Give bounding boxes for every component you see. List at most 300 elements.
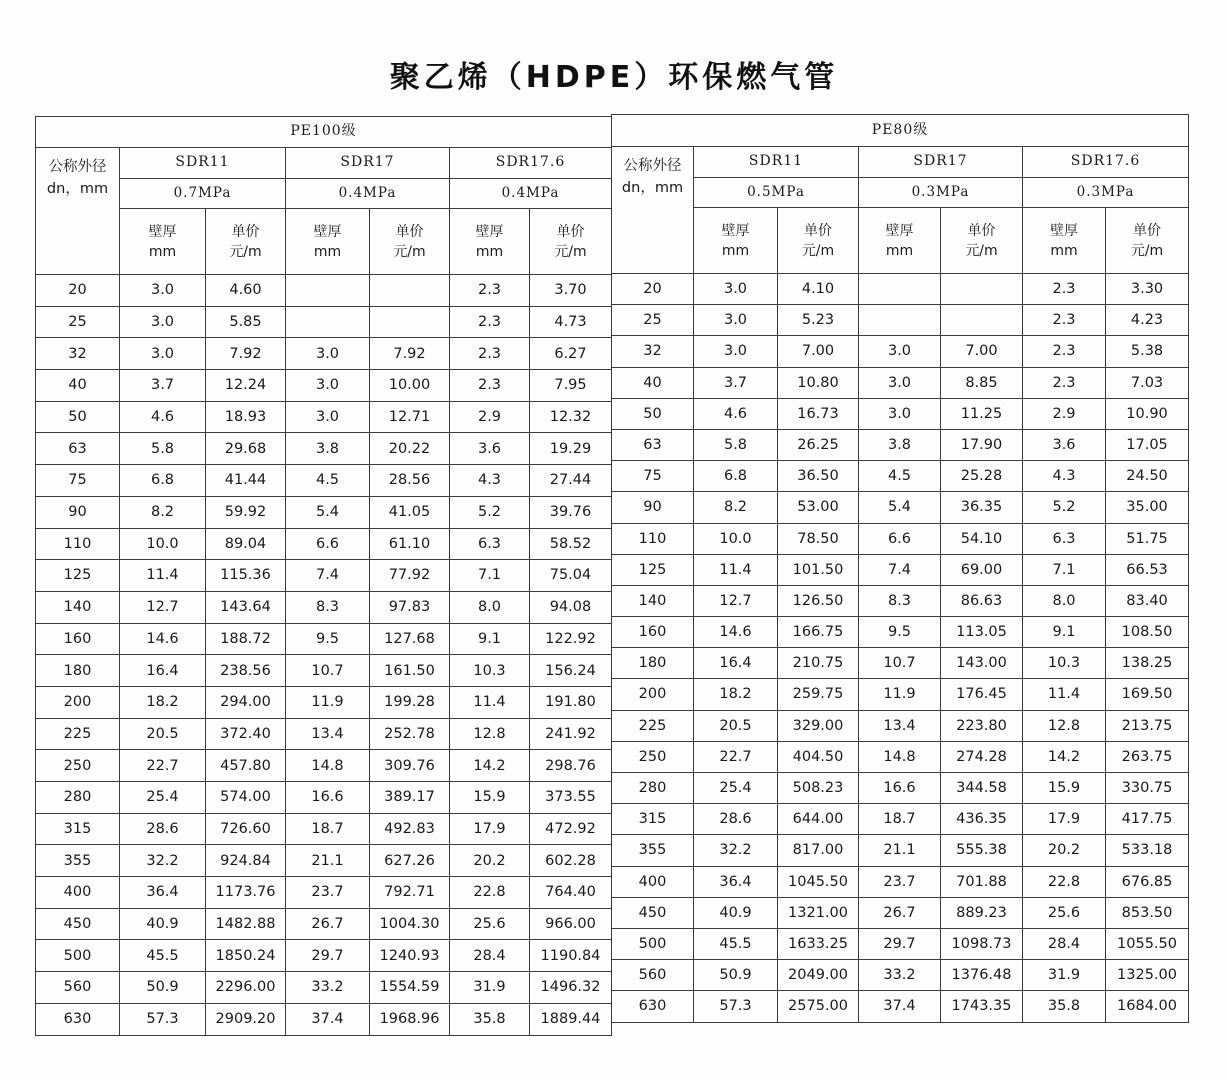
sdr11-wall-cell: 28.6 — [694, 804, 778, 835]
dn-cell: 315 — [612, 804, 694, 835]
dn-cell: 315 — [36, 813, 120, 845]
sdr17-6-wall-cell: 15.9 — [1023, 773, 1106, 804]
sdr11-wall-cell: 45.5 — [120, 940, 206, 972]
sdr11-price-cell: 89.04 — [206, 528, 286, 560]
sdr17-6-wall-cell: 11.4 — [450, 686, 530, 718]
sdr17-6-price-cell: 19.29 — [530, 433, 612, 465]
sdr17-price-cell: 8.85 — [941, 367, 1023, 398]
unit-price-header — [1106, 208, 1189, 274]
sdr17-price-cell: 69.00 — [941, 554, 1023, 585]
sdr17-6-price-cell: 10.90 — [1106, 398, 1189, 429]
table-row — [36, 465, 612, 497]
sdr11-price-cell: 2909.20 — [206, 1003, 286, 1035]
sdr17-6-price-cell: 6.27 — [530, 338, 612, 370]
grade-header: PE80级 — [612, 115, 1189, 147]
sdr17-price-cell: 97.83 — [370, 591, 450, 623]
sdr17-6-price-cell: 122.92 — [530, 623, 612, 655]
dn-header-line1: 公称外径 — [623, 158, 682, 174]
sdr11-wall-cell: 8.2 — [694, 492, 778, 523]
sdr-header: SDR11 — [120, 148, 286, 179]
sdr17-6-wall-cell: 25.6 — [1023, 897, 1106, 928]
sdr17-6-wall-cell: 2.3 — [450, 306, 530, 338]
pe80-price-table — [611, 114, 1189, 1023]
sdr17-wall-cell: 9.5 — [286, 623, 370, 655]
sdr17-wall-cell — [859, 305, 941, 336]
sdr17-price-cell: 1743.35 — [941, 991, 1023, 1022]
sdr17-price-cell: 7.00 — [941, 336, 1023, 367]
sdr11-price-cell: 29.68 — [206, 433, 286, 465]
sdr17-price-cell: 1098.73 — [941, 928, 1023, 959]
sdr17-wall-cell: 23.7 — [859, 866, 941, 897]
table-row — [36, 877, 612, 909]
sdr17-6-wall-cell: 7.1 — [1023, 554, 1106, 585]
sdr17-price-cell: 223.80 — [941, 710, 1023, 741]
sdr11-price-cell: 1173.76 — [206, 877, 286, 909]
sdr17-wall-cell: 33.2 — [859, 960, 941, 991]
sdr11-price-cell: 18.93 — [206, 401, 286, 433]
sdr11-wall-cell: 4.6 — [120, 401, 206, 433]
table-row — [612, 429, 1189, 460]
sdr17-6-price-cell: 764.40 — [530, 877, 612, 909]
sdr11-price-cell: 294.00 — [206, 686, 286, 718]
dn-cell: 560 — [36, 972, 120, 1004]
sdr17-price-cell: 792.71 — [370, 877, 450, 909]
dn-cell: 125 — [612, 554, 694, 585]
dn-cell: 560 — [612, 960, 694, 991]
table-row — [36, 813, 612, 845]
sdr17-wall-cell: 6.6 — [859, 523, 941, 554]
dn-cell: 110 — [36, 528, 120, 560]
sdr11-wall-cell: 5.8 — [694, 429, 778, 460]
table-row — [612, 336, 1189, 367]
sdr17-6-price-cell: 330.75 — [1106, 773, 1189, 804]
sdr17-wall-cell: 3.0 — [859, 367, 941, 398]
sdr-header: SDR17 — [286, 148, 450, 179]
dn-cell: 75 — [612, 461, 694, 492]
sdr17-6-wall-cell: 2.3 — [1023, 274, 1106, 305]
sdr11-price-cell: 210.75 — [778, 648, 859, 679]
table-row — [36, 338, 612, 370]
sdr17-price-cell: 77.92 — [370, 560, 450, 592]
sdr11-wall-cell: 45.5 — [694, 928, 778, 959]
sdr11-price-cell: 508.23 — [778, 773, 859, 804]
sdr17-price-cell: 389.17 — [370, 782, 450, 814]
sdr17-6-wall-cell: 4.3 — [450, 465, 530, 497]
sdr17-price-cell: 252.78 — [370, 718, 450, 750]
dn-cell: 225 — [36, 718, 120, 750]
unit-price-header — [778, 208, 859, 274]
sdr11-wall-cell: 16.4 — [694, 648, 778, 679]
sdr17-price-cell: 889.23 — [941, 897, 1023, 928]
sdr17-6-price-cell: 602.28 — [530, 845, 612, 877]
sdr11-price-cell: 59.92 — [206, 496, 286, 528]
wall-thickness-unit: mm — [313, 243, 342, 260]
sdr11-price-cell: 817.00 — [778, 835, 859, 866]
sdr17-wall-cell: 4.5 — [286, 465, 370, 497]
sdr17-wall-cell: 21.1 — [286, 845, 370, 877]
sdr17-6-wall-cell: 12.8 — [1023, 710, 1106, 741]
sdr11-price-cell: 126.50 — [778, 585, 859, 616]
sdr17-6-wall-cell: 3.6 — [1023, 429, 1106, 460]
dn-cell: 630 — [612, 991, 694, 1022]
dn-cell: 500 — [36, 940, 120, 972]
pressure-header: 0.3MPa — [859, 178, 1023, 208]
sdr17-6-price-cell: 263.75 — [1106, 741, 1189, 772]
wall-thickness-header — [120, 209, 206, 275]
table-row — [36, 560, 612, 592]
table-row — [612, 679, 1189, 710]
sdr17-price-cell: 492.83 — [370, 813, 450, 845]
sdr17-6-price-cell: 241.92 — [530, 718, 612, 750]
wall-thickness-label: 壁厚 — [721, 222, 750, 239]
sdr11-wall-cell: 32.2 — [120, 845, 206, 877]
sdr17-6-price-cell: 191.80 — [530, 686, 612, 718]
dn-cell: 40 — [612, 367, 694, 398]
sdr17-6-wall-cell: 12.8 — [450, 718, 530, 750]
sdr17-price-cell — [941, 305, 1023, 336]
sdr17-wall-cell: 11.9 — [286, 686, 370, 718]
table-row — [36, 940, 612, 972]
table-row — [612, 991, 1189, 1022]
table-row — [612, 274, 1189, 305]
sdr11-wall-cell: 12.7 — [120, 591, 206, 623]
dn-header — [36, 148, 120, 275]
sdr11-price-cell: 78.50 — [778, 523, 859, 554]
sdr11-price-cell: 188.72 — [206, 623, 286, 655]
sdr17-6-price-cell: 1190.84 — [530, 940, 612, 972]
sdr17-wall-cell — [286, 306, 370, 338]
sdr17-price-cell: 1376.48 — [941, 960, 1023, 991]
sdr17-6-wall-cell: 2.3 — [1023, 367, 1106, 398]
table-row — [612, 928, 1189, 959]
sdr17-price-cell: 10.00 — [370, 370, 450, 402]
sdr17-wall-cell: 8.3 — [859, 585, 941, 616]
sdr17-6-price-cell: 75.04 — [530, 560, 612, 592]
dn-cell: 250 — [36, 750, 120, 782]
sdr11-wall-cell: 5.8 — [120, 433, 206, 465]
sdr11-price-cell: 166.75 — [778, 617, 859, 648]
sdr17-6-price-cell: 39.76 — [530, 496, 612, 528]
sdr17-price-cell: 555.38 — [941, 835, 1023, 866]
sdr17-6-price-cell: 94.08 — [530, 591, 612, 623]
sdr17-wall-cell: 14.8 — [286, 750, 370, 782]
sdr-header: SDR17.6 — [1023, 147, 1189, 178]
sdr17-6-wall-cell: 11.4 — [1023, 679, 1106, 710]
sdr11-wall-cell: 28.6 — [120, 813, 206, 845]
sdr11-price-cell: 2049.00 — [778, 960, 859, 991]
sdr17-6-price-cell: 3.30 — [1106, 274, 1189, 305]
table-row — [612, 585, 1189, 616]
sdr17-wall-cell: 3.0 — [286, 338, 370, 370]
sdr17-price-cell: 41.05 — [370, 496, 450, 528]
sdr11-price-cell: 726.60 — [206, 813, 286, 845]
sdr17-6-price-cell: 138.25 — [1106, 648, 1189, 679]
dn-cell: 140 — [36, 591, 120, 623]
dn-cell: 450 — [36, 908, 120, 940]
sdr17-6-wall-cell: 3.6 — [450, 433, 530, 465]
sdr17-price-cell: 344.58 — [941, 773, 1023, 804]
wall-thickness-label: 壁厚 — [148, 223, 177, 240]
wall-thickness-label: 壁厚 — [313, 223, 342, 240]
sdr17-6-price-cell: 27.44 — [530, 465, 612, 497]
sdr17-wall-cell: 11.9 — [859, 679, 941, 710]
sdr17-price-cell — [941, 274, 1023, 305]
sdr17-wall-cell: 3.0 — [859, 336, 941, 367]
sdr17-price-cell: 12.71 — [370, 401, 450, 433]
dn-cell: 250 — [612, 741, 694, 772]
sdr17-6-price-cell: 1325.00 — [1106, 960, 1189, 991]
sdr17-price-cell — [370, 306, 450, 338]
table-row — [36, 370, 612, 402]
sdr17-6-wall-cell: 2.3 — [1023, 336, 1106, 367]
sdr17-wall-cell: 14.8 — [859, 741, 941, 772]
sdr17-6-price-cell: 24.50 — [1106, 461, 1189, 492]
unit-price-unit: 元/m — [229, 243, 262, 260]
sdr17-price-cell: 54.10 — [941, 523, 1023, 554]
sdr17-wall-cell: 29.7 — [286, 940, 370, 972]
sdr17-6-price-cell: 7.95 — [530, 370, 612, 402]
table-row — [36, 623, 612, 655]
wall-thickness-unit: mm — [1050, 242, 1078, 259]
sdr17-6-price-cell: 4.73 — [530, 306, 612, 338]
wall-thickness-label: 壁厚 — [885, 222, 914, 239]
table-row — [612, 804, 1189, 835]
sdr17-price-cell: 61.10 — [370, 528, 450, 560]
table-row — [36, 401, 612, 433]
sdr17-wall-cell: 10.7 — [286, 655, 370, 687]
sdr11-wall-cell: 16.4 — [120, 655, 206, 687]
sdr17-wall-cell — [859, 274, 941, 305]
dn-cell: 40 — [36, 370, 120, 402]
sdr11-wall-cell: 22.7 — [694, 741, 778, 772]
sdr17-6-wall-cell: 14.2 — [450, 750, 530, 782]
sdr17-6-wall-cell: 20.2 — [1023, 835, 1106, 866]
sdr17-price-cell: 127.68 — [370, 623, 450, 655]
sdr11-price-cell: 7.92 — [206, 338, 286, 370]
sdr17-wall-cell: 5.4 — [286, 496, 370, 528]
sdr17-price-cell: 17.90 — [941, 429, 1023, 460]
sdr17-6-price-cell: 676.85 — [1106, 866, 1189, 897]
dn-header-line1: 公称外径 — [48, 159, 107, 175]
table-row — [36, 718, 612, 750]
wall-thickness-unit: mm — [721, 242, 750, 259]
dn-cell: 225 — [612, 710, 694, 741]
dn-cell: 400 — [36, 877, 120, 909]
unit-price-label: 单价 — [556, 223, 585, 240]
sdr17-wall-cell: 3.8 — [286, 433, 370, 465]
sdr11-price-cell: 238.56 — [206, 655, 286, 687]
dn-cell: 32 — [612, 336, 694, 367]
sdr11-wall-cell: 3.0 — [120, 338, 206, 370]
sdr17-wall-cell: 7.4 — [286, 560, 370, 592]
sdr11-wall-cell: 57.3 — [694, 991, 778, 1022]
sdr17-wall-cell: 3.0 — [286, 370, 370, 402]
table-row — [612, 617, 1189, 648]
sdr17-6-wall-cell: 15.9 — [450, 782, 530, 814]
sdr11-wall-cell: 3.7 — [120, 370, 206, 402]
sdr17-price-cell: 86.63 — [941, 585, 1023, 616]
sdr17-6-wall-cell: 35.8 — [1023, 991, 1106, 1022]
table-row — [612, 866, 1189, 897]
sdr17-price-cell: 1554.59 — [370, 972, 450, 1004]
dn-cell: 355 — [612, 835, 694, 866]
sdr11-wall-cell: 3.7 — [694, 367, 778, 398]
sdr11-price-cell: 1850.24 — [206, 940, 286, 972]
pressure-header: 0.4MPa — [286, 179, 450, 209]
sdr17-price-cell: 176.45 — [941, 679, 1023, 710]
dn-header — [612, 147, 694, 274]
sdr11-price-cell: 10.80 — [778, 367, 859, 398]
sdr17-6-wall-cell: 20.2 — [450, 845, 530, 877]
unit-price-unit: 元/m — [1130, 242, 1164, 259]
unit-price-header — [370, 209, 450, 275]
sdr11-wall-cell: 4.6 — [694, 398, 778, 429]
sdr17-wall-cell: 26.7 — [859, 897, 941, 928]
table-row — [612, 305, 1189, 336]
unit-price-unit: 元/m — [393, 243, 426, 260]
wall-thickness-label: 壁厚 — [1050, 222, 1078, 239]
sdr17-6-wall-cell: 2.3 — [450, 275, 530, 307]
sdr17-price-cell: 7.92 — [370, 338, 450, 370]
sdr17-price-cell: 25.28 — [941, 461, 1023, 492]
table-row — [36, 972, 612, 1004]
sdr17-6-price-cell: 169.50 — [1106, 679, 1189, 710]
sdr11-wall-cell: 22.7 — [120, 750, 206, 782]
sdr11-price-cell: 4.10 — [778, 274, 859, 305]
sdr17-6-wall-cell: 25.6 — [450, 908, 530, 940]
sdr11-price-cell: 16.73 — [778, 398, 859, 429]
sdr17-wall-cell: 3.0 — [286, 401, 370, 433]
sdr17-6-wall-cell: 7.1 — [450, 560, 530, 592]
sdr11-price-cell: 329.00 — [778, 710, 859, 741]
sdr11-wall-cell: 3.0 — [120, 275, 206, 307]
table-row — [36, 750, 612, 782]
sdr17-price-cell: 28.56 — [370, 465, 450, 497]
sdr11-wall-cell: 36.4 — [120, 877, 206, 909]
sdr17-6-wall-cell: 22.8 — [1023, 866, 1106, 897]
sdr11-wall-cell: 3.0 — [694, 305, 778, 336]
sdr11-wall-cell: 40.9 — [120, 908, 206, 940]
sdr11-wall-cell: 18.2 — [120, 686, 206, 718]
sdr11-price-cell: 101.50 — [778, 554, 859, 585]
sdr17-wall-cell: 33.2 — [286, 972, 370, 1004]
unit-price-label: 单价 — [395, 223, 424, 240]
sdr17-6-wall-cell: 2.9 — [1023, 398, 1106, 429]
dn-cell: 20 — [36, 275, 120, 307]
sdr17-wall-cell: 37.4 — [859, 991, 941, 1022]
sdr17-wall-cell: 4.5 — [859, 461, 941, 492]
sdr17-6-price-cell: 17.05 — [1106, 429, 1189, 460]
sdr17-6-price-cell: 66.53 — [1106, 554, 1189, 585]
table-row — [612, 492, 1189, 523]
wall-thickness-header — [1023, 208, 1106, 274]
dn-cell: 180 — [612, 648, 694, 679]
sdr11-wall-cell: 8.2 — [120, 496, 206, 528]
sdr11-wall-cell: 3.0 — [694, 274, 778, 305]
sdr11-price-cell: 4.60 — [206, 275, 286, 307]
sdr17-price-cell: 309.76 — [370, 750, 450, 782]
sdr17-6-wall-cell: 5.2 — [1023, 492, 1106, 523]
sdr17-price-cell: 436.35 — [941, 804, 1023, 835]
dn-cell: 280 — [612, 773, 694, 804]
sdr17-6-wall-cell: 22.8 — [450, 877, 530, 909]
sdr17-6-price-cell: 83.40 — [1106, 585, 1189, 616]
dn-cell: 32 — [36, 338, 120, 370]
table-row — [612, 648, 1189, 679]
sdr17-6-wall-cell: 2.3 — [450, 338, 530, 370]
dn-cell: 50 — [36, 401, 120, 433]
wall-thickness-header — [859, 208, 941, 274]
sdr17-6-wall-cell: 5.2 — [450, 496, 530, 528]
sdr11-price-cell: 404.50 — [778, 741, 859, 772]
wall-thickness-unit: mm — [885, 242, 914, 259]
dn-cell: 110 — [612, 523, 694, 554]
table-row — [36, 686, 612, 718]
dn-cell: 160 — [612, 617, 694, 648]
unit-price-label: 单价 — [967, 222, 996, 239]
sdr11-price-cell: 115.36 — [206, 560, 286, 592]
unit-price-header — [530, 209, 612, 275]
sdr11-wall-cell: 20.5 — [120, 718, 206, 750]
sdr11-price-cell: 5.23 — [778, 305, 859, 336]
sdr17-6-wall-cell: 8.0 — [450, 591, 530, 623]
table-row — [612, 960, 1189, 991]
wall-thickness-unit: mm — [475, 243, 504, 260]
table-row — [36, 591, 612, 623]
sdr17-6-wall-cell: 17.9 — [1023, 804, 1106, 835]
sdr17-wall-cell: 26.7 — [286, 908, 370, 940]
sdr17-price-cell: 143.00 — [941, 648, 1023, 679]
wall-thickness-header — [694, 208, 778, 274]
sdr17-6-wall-cell: 10.3 — [450, 655, 530, 687]
table-row — [612, 461, 1189, 492]
sdr11-price-cell: 26.25 — [778, 429, 859, 460]
sdr17-wall-cell: 13.4 — [859, 710, 941, 741]
unit-price-unit: 元/m — [801, 242, 835, 259]
sdr17-6-wall-cell: 6.3 — [1023, 523, 1106, 554]
sdr11-price-cell: 372.40 — [206, 718, 286, 750]
unit-price-label: 单价 — [1133, 222, 1162, 239]
table-row — [612, 367, 1189, 398]
sdr17-6-price-cell: 35.00 — [1106, 492, 1189, 523]
sdr-header: SDR17.6 — [450, 148, 612, 179]
sdr11-wall-cell: 3.0 — [120, 306, 206, 338]
sdr17-6-price-cell: 51.75 — [1106, 523, 1189, 554]
sdr17-6-price-cell: 12.32 — [530, 401, 612, 433]
sdr11-price-cell: 1321.00 — [778, 897, 859, 928]
sdr11-price-cell: 644.00 — [778, 804, 859, 835]
dn-cell: 25 — [612, 305, 694, 336]
wall-thickness-header — [450, 209, 530, 275]
table-row — [612, 554, 1189, 585]
unit-price-unit: 元/m — [554, 243, 587, 260]
sdr11-price-cell: 2296.00 — [206, 972, 286, 1004]
sdr17-6-wall-cell: 14.2 — [1023, 741, 1106, 772]
sdr17-6-price-cell: 1889.44 — [530, 1003, 612, 1035]
sdr17-6-wall-cell: 2.3 — [1023, 305, 1106, 336]
sdr11-price-cell: 1045.50 — [778, 866, 859, 897]
dn-cell: 355 — [36, 845, 120, 877]
wall-thickness-unit: mm — [148, 243, 177, 260]
dn-cell: 280 — [36, 782, 120, 814]
pressure-header: 0.3MPa — [1023, 178, 1189, 208]
sdr11-price-cell: 53.00 — [778, 492, 859, 523]
grade-header: PE100级 — [36, 117, 612, 148]
sdr17-6-price-cell: 108.50 — [1106, 617, 1189, 648]
pressure-header: 0.5MPa — [694, 178, 859, 208]
sdr17-6-price-cell: 3.70 — [530, 275, 612, 307]
sdr11-price-cell: 36.50 — [778, 461, 859, 492]
